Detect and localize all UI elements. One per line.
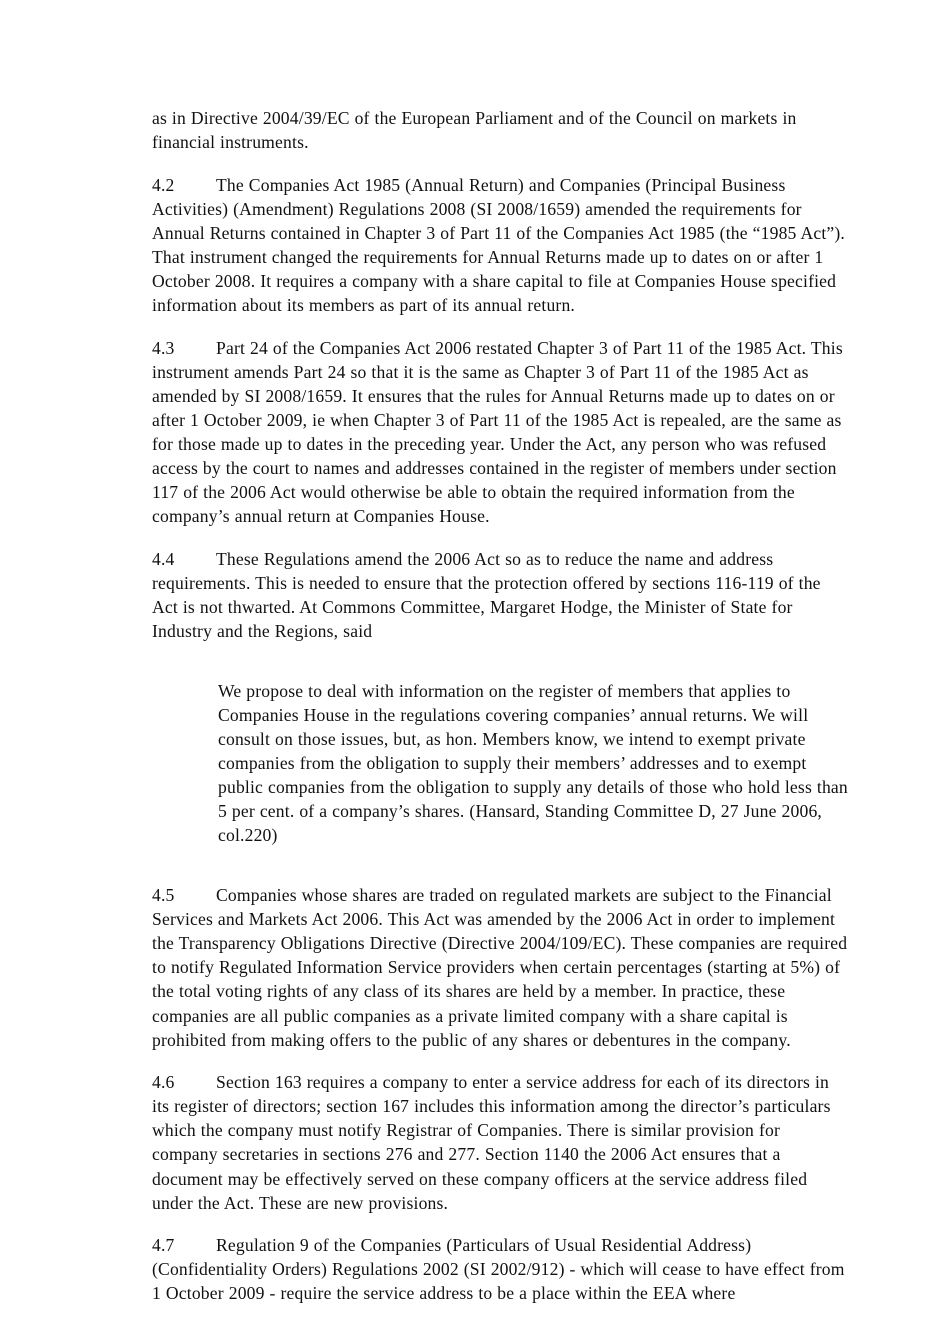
paragraph-text-4-6: Section 163 requires a company to enter a service address for each of its directors in its register of directors; section 167 includes this information among the director’s particulars which the company must notify Registrar of Companies. There is similar provision for company secretaries in sections 276 and 277. Section 1140 the 2006 Act ensures that a document may be effectively served on these company officers at the service address filed under the Act. These are new provisions. [152, 1072, 831, 1213]
document-body-column [152, 106, 850, 1324]
paragraph-text-4-3: Part 24 of the Companies Act 2006 restated Chapter 3 of Part 11 of the 1985 Act. This instrument amends Part 24 so that it is the same as Chapter 3 of Part 11 of the 1985 Act as amended by SI 2008/1659. It ensures that the rules for Annual Returns made up to dates on or after 1 October 2009, ie when Chapter 3 of Part 11 of the 1985 Act is repealed, are the same as for those made up to dates in the preceding year. Under the Act, any person who was refused access by the court to names and addresses contained in the register of members under section 117 of the 2006 Act would otherwise be able to obtain the required information from the company’s annual return at Companies House. [152, 337, 843, 527]
paragraph-4-6 [152, 1070, 850, 1215]
quote-spacer [152, 662, 850, 679]
hansard-quotation-text: We propose to deal with information on the register of members that applies to Companies House in the regulations covering companies’ annual returns. We will consult on those issues, but, as hon. Members know, we intend to exempt private companies from the obligation to supply their members’ addresses and to exempt public companies from the obligation to supply any details of those who hold less than 5 per cent. of a company’s shares. (Hansard, Standing Committee D, 27 June 2006, col.220) [218, 680, 848, 846]
paragraph-4-7 [152, 1233, 850, 1305]
hansard-quotation-block [152, 679, 850, 848]
paragraph-4-2 [152, 173, 850, 318]
continued-paragraph: as in Directive 2004/39/EC of the European Parliament and of the Council on markets in financial instruments. [152, 108, 797, 153]
paragraph-number-4-3: 4.3 [152, 337, 175, 358]
paragraph-number-4-6: 4.6 [152, 1072, 175, 1093]
paragraph-4-3 [152, 336, 850, 529]
paragraph-text-4-5: Companies whose shares are traded on regulated markets are subject to the Financial Services and Markets Act 2006. This Act was amended by the 2006 Act in order to implement the Transparency Obligations Directive (Directive 2004/109/EC). These companies are required to notify Regulated Information Service providers when certain percentages (starting at 5%) of the total voting rights of any class of its shares are held by a member. In practice, these companies are all public companies as a private limited company with a share capital is prohibited from making offers to the public of any shares or debentures in the company. [152, 885, 848, 1050]
paragraph-text-4-7: Regulation 9 of the Companies (Particulars of Usual Residential Address) (Confidentiality Orders) Regulations 2002 (SI 2002/912) - which will cease to have effect from 1 October 2009 - require the service address to be a place within the EEA where [152, 1235, 845, 1304]
paragraph-number-4-2: 4.2 [152, 174, 175, 195]
paragraph-text-4-4: These Regulations amend the 2006 Act so as to reduce the name and address requirements. This is needed to ensure that the protection offered by sections 116-119 of the Act is not thwarted. At Commons Committee, Margaret Hodge, the Minister of State for Industry and the Regions, said [152, 549, 821, 642]
paragraph-number-4-5: 4.5 [152, 885, 175, 906]
paragraph-number-4-7: 4.7 [152, 1235, 175, 1256]
paragraph-text-4-2: The Companies Act 1985 (Annual Return) and Companies (Principal Business Activities) (Amendment) Regulations 2008 (SI 2008/1659) amended the requirements for Annual Returns contained in Chapter 3 of Part 11 of the Companies Act 1985 (the “1985 Act”). That instrument changed the requirements for Annual Returns made up to dates on or after 1 October 2008. It requires a company with a share capital to file at Companies House specified information about its members as part of its annual return. [152, 174, 846, 316]
paragraph-4-4 [152, 547, 850, 643]
post-quote-spacer [152, 866, 850, 883]
paragraph-4-5 [152, 883, 850, 1052]
paragraph-number-4-4: 4.4 [152, 549, 175, 569]
